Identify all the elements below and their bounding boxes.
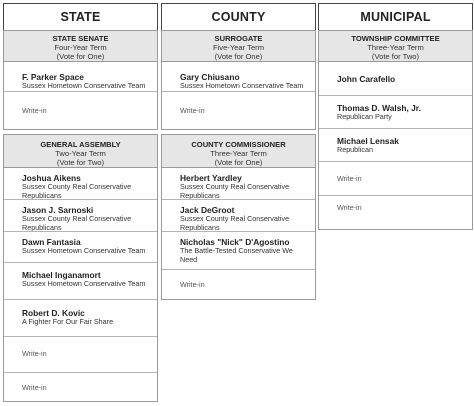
candidate-party: Sussex Hometown Conservative Team xyxy=(22,246,146,255)
office-header xyxy=(4,135,157,168)
state-column xyxy=(3,3,158,392)
write-in-row[interactable] xyxy=(4,92,157,129)
county-column xyxy=(161,3,316,289)
candidate-party: Sussex County Real Conservative Republicans xyxy=(180,182,290,200)
office-header xyxy=(162,31,315,62)
office-state-senate xyxy=(3,30,158,130)
candidate-row[interactable] xyxy=(162,168,315,200)
office-title: TOWNSHIP COMMITTEE xyxy=(351,34,440,43)
candidate-party: Republican Party xyxy=(337,112,392,121)
candidate-row[interactable] xyxy=(4,232,157,263)
office-vote-for: (Vote for Two) xyxy=(56,158,105,167)
candidate-party: Sussex County Real Conservative Republicans xyxy=(22,182,132,200)
write-in-row[interactable] xyxy=(4,337,157,373)
office-title: SURROGATE xyxy=(214,34,263,43)
candidate-row[interactable] xyxy=(319,96,472,129)
write-in-label: Write-in xyxy=(337,203,362,212)
office-term: Four-Year Term xyxy=(54,43,107,52)
candidate-party: The Battle-Tested Conservative We Need xyxy=(180,246,293,264)
office-vote-for: (Vote for One) xyxy=(214,158,263,167)
office-title: COUNTY COMMISSIONER xyxy=(191,140,286,149)
write-in-label: Write-in xyxy=(22,106,47,115)
candidate-row[interactable] xyxy=(162,62,315,92)
write-in-row[interactable] xyxy=(162,92,315,129)
candidate-name: John Carafello xyxy=(337,74,396,84)
office-header xyxy=(162,135,315,168)
candidate-name: Herbert Yardley xyxy=(180,173,242,183)
office-title: GENERAL ASSEMBLY xyxy=(40,140,121,149)
column-header-municipal: MUNICIPAL xyxy=(318,3,473,31)
write-in-label: Write-in xyxy=(337,174,362,183)
write-in-label: Write-in xyxy=(22,349,47,358)
candidate-row[interactable] xyxy=(4,300,157,337)
candidate-row[interactable] xyxy=(162,232,315,270)
candidate-name: Thomas D. Walsh, Jr. xyxy=(337,103,421,113)
write-in-row[interactable] xyxy=(319,162,472,196)
write-in-row[interactable] xyxy=(319,196,472,229)
write-in-row[interactable] xyxy=(4,373,157,401)
office-township-committee xyxy=(318,30,473,230)
candidate-name: Robert D. Kovic xyxy=(22,308,85,318)
candidate-party: Sussex County Real Conservative Republicans xyxy=(22,214,132,232)
office-term: Three-Year Term xyxy=(210,149,267,158)
column-header-county: COUNTY xyxy=(161,3,316,31)
office-vote-for: (Vote for One) xyxy=(56,52,105,61)
office-header xyxy=(319,31,472,62)
candidate-party: Sussex Hometown Conservative Team xyxy=(22,279,146,288)
candidate-name: Jack DeGroot xyxy=(180,205,235,215)
office-general-assembly xyxy=(3,134,158,402)
candidate-row[interactable] xyxy=(319,62,472,96)
office-term: Two-Year Term xyxy=(55,149,106,158)
candidate-party: Sussex Hometown Conservative Team xyxy=(180,81,304,90)
candidate-row[interactable] xyxy=(4,200,157,232)
candidate-name: Michael Inganamort xyxy=(22,270,101,280)
candidate-name: Joshua Aikens xyxy=(22,173,81,183)
candidate-row[interactable] xyxy=(319,129,472,162)
candidate-row[interactable] xyxy=(4,168,157,200)
office-vote-for: (Vote for Two) xyxy=(371,52,420,61)
candidate-row[interactable] xyxy=(4,62,157,92)
candidate-row[interactable] xyxy=(162,200,315,232)
candidate-party: Republican xyxy=(337,145,373,154)
candidate-name: Nicholas "Nick" D'Agostino xyxy=(180,237,290,247)
write-in-row[interactable] xyxy=(162,270,315,299)
write-in-label: Write-in xyxy=(22,383,47,392)
candidate-name: F. Parker Space xyxy=(22,72,84,82)
candidate-party: Sussex County Real Conservative Republicans xyxy=(180,214,290,232)
candidate-party: Sussex Hometown Conservative Team xyxy=(22,81,146,90)
municipal-column xyxy=(318,3,473,212)
candidate-name: Gary Chiusano xyxy=(180,72,240,82)
candidate-name: Dawn Fantasia xyxy=(22,237,81,247)
candidate-name: Michael Lensak xyxy=(337,136,399,146)
candidate-name: Jason J. Sarnoski xyxy=(22,205,94,215)
office-vote-for: (Vote for One) xyxy=(214,52,263,61)
column-header-state: STATE xyxy=(3,3,158,31)
candidate-row[interactable] xyxy=(4,263,157,300)
office-title: STATE SENATE xyxy=(52,34,109,43)
office-term: Three-Year Term xyxy=(367,43,424,52)
office-surrogate xyxy=(161,30,316,130)
office-header xyxy=(4,31,157,62)
office-county-commissioner xyxy=(161,134,316,300)
office-term: Five-Year Term xyxy=(212,43,265,52)
candidate-party: A Fighter For Our Fair Share xyxy=(22,317,114,326)
write-in-label: Write-in xyxy=(180,106,205,115)
write-in-label: Write-in xyxy=(180,280,205,289)
